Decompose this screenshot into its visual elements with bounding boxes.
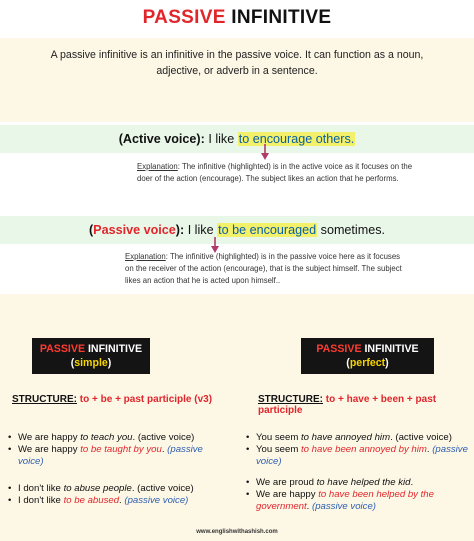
intro-paragraph: A passive infinitive is an infinitive in the passive voice. It can function as a noun, adjective, or adverb in a sentence. (0, 38, 474, 122)
list-item: • We are happy to have been helped by the government. (passive voice) (246, 489, 468, 513)
box-paren-close: ) (385, 357, 389, 369)
simple-structure (12, 394, 212, 405)
active-voice-label: (Active voice): (118, 132, 205, 146)
box-infinitive: INFINITIVE (364, 343, 419, 355)
explanation-label: Explanation (125, 252, 166, 261)
perfect-header-box (301, 338, 434, 374)
list-item: • You seem to have annoyed him. (active voice) (246, 432, 468, 444)
perfect-examples-list (246, 432, 468, 513)
explanation-text: : The infinitive (highlighted) is in the passive voice here as it focuses on the receiver of the action (encourage), that is the subject himself. The subject likes an action that he is acted upon himself.. (125, 252, 402, 285)
passive-prefix: I like (187, 223, 214, 237)
active-explanation (137, 161, 427, 185)
structure-formula: to + have + been + past participle (258, 394, 437, 416)
box-infinitive: INFINITIVE (87, 343, 143, 355)
box-paren-open: ( (70, 357, 75, 369)
structure-label: STRUCTURE: (258, 394, 323, 405)
paren-open: ( (88, 223, 94, 237)
active-prefix: I like (208, 132, 235, 146)
explanation-text: : The infinitive (highlighted) is in the active voice as it focuses on the doer of the action (encourage). The subject likes an action that he performs. (137, 162, 413, 183)
list-item: • I don't like to be abused. (passive voice) (8, 495, 230, 507)
box-passive: PASSIVE (316, 343, 362, 355)
structure-formula: to + be + past participle (v3) (79, 394, 213, 405)
simple-box-subtitle (32, 356, 150, 370)
passive-explanation (125, 251, 405, 287)
explanation-label: Explanation (137, 162, 178, 171)
perfect-structure (258, 394, 474, 416)
passive-voice-example (0, 216, 474, 244)
passive-voice-label: Passive voice (93, 223, 176, 237)
box-passive: PASSIVE (39, 343, 86, 355)
list-item: • I don't like to abuse people. (active voice) (8, 483, 230, 495)
title-passive: PASSIVE (142, 7, 226, 28)
passive-suffix: sometimes. (320, 223, 386, 237)
box-paren-open: ( (346, 357, 350, 369)
box-type: simple (74, 357, 108, 369)
page-title (0, 7, 474, 29)
paren-close: ): (175, 223, 185, 237)
simple-box-title (32, 342, 150, 356)
list-item: • We are happy to teach you. (active voice) (8, 432, 230, 444)
passive-highlight: to be encouraged (218, 223, 317, 237)
active-highlight: to encourage others. (238, 132, 355, 146)
list-item: • You seem to have been annoyed by him. (passive voice) (246, 444, 468, 468)
box-paren-close: ) (107, 357, 112, 369)
box-type: perfect (349, 357, 386, 369)
list-item: • We are proud to have helped the kid. (246, 477, 468, 489)
list-item: • We are happy to be taught by you. (passive voice) (8, 444, 230, 468)
site-url: www.englishwithashish.com (196, 529, 278, 535)
perfect-box-title (301, 342, 434, 356)
active-voice-example (0, 125, 474, 153)
simple-examples-list (8, 432, 230, 507)
down-arrow-icon (260, 144, 270, 160)
title-infinitive: INFINITIVE (231, 7, 332, 28)
simple-header-box (32, 338, 150, 374)
structure-label: STRUCTURE: (12, 394, 77, 405)
perfect-box-subtitle (301, 356, 434, 370)
